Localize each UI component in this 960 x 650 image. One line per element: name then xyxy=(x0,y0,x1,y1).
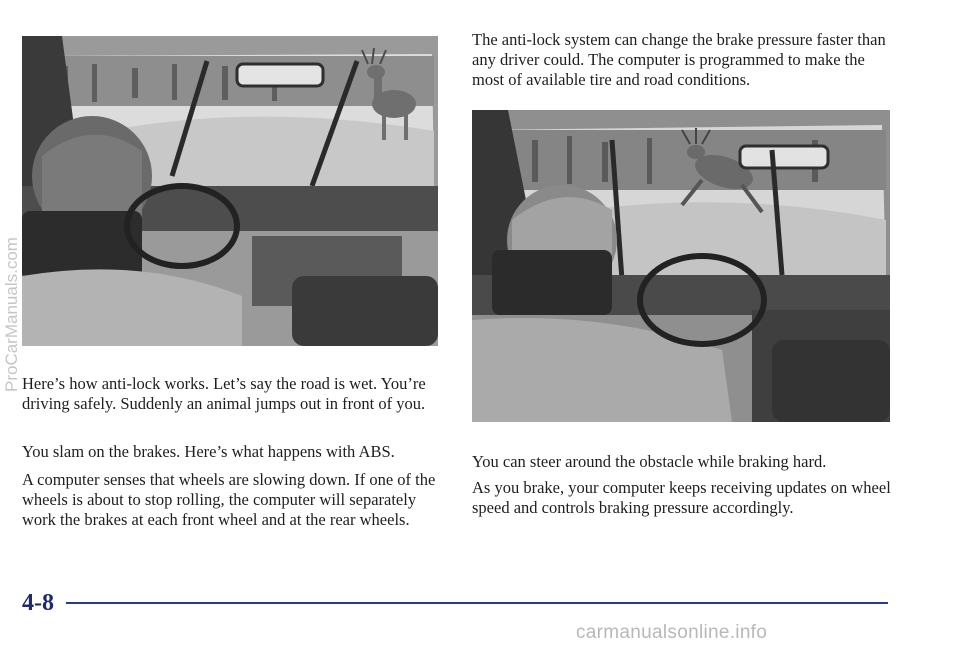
illustration-driver-steers-around-deer xyxy=(472,110,890,422)
brakes-slam-paragraph: You slam on the brakes. Here’s what happens with ABS. xyxy=(22,442,395,461)
wheel-speed-updates-paragraph: As you brake, your computer keeps receiving updates on wheel speed and controls braking pressure accordingly. xyxy=(472,478,891,517)
footer-divider xyxy=(66,602,888,604)
illustration-driver-sees-deer-drawing xyxy=(22,36,438,346)
side-watermark: ProCarManuals.com xyxy=(2,237,21,393)
steer-around-paragraph: You can steer around the obstacle while braking hard. xyxy=(472,452,827,471)
page-number: 4-8 xyxy=(22,590,54,616)
brake-pressure-paragraph: The anti-lock system can change the brake pressure faster than any driver could. The computer is programmed to make the most of available tire and road conditions. xyxy=(472,30,886,89)
abs-intro-paragraph: Here’s how anti-lock works. Let’s say the road is wet. You’re driving safely. Suddenly an animal jumps out in front of you. xyxy=(22,374,426,413)
illustration-driver-sees-deer xyxy=(22,36,438,346)
illustration-driver-steers-around-deer-drawing xyxy=(472,110,890,422)
bottom-watermark: carmanualsonline.info xyxy=(576,622,768,643)
computer-senses-paragraph: A computer senses that wheels are slowing down. If one of the wheels is about to stop rolling, the computer will separately work the brakes at each front wheel and at the rear wheels. xyxy=(22,470,436,529)
